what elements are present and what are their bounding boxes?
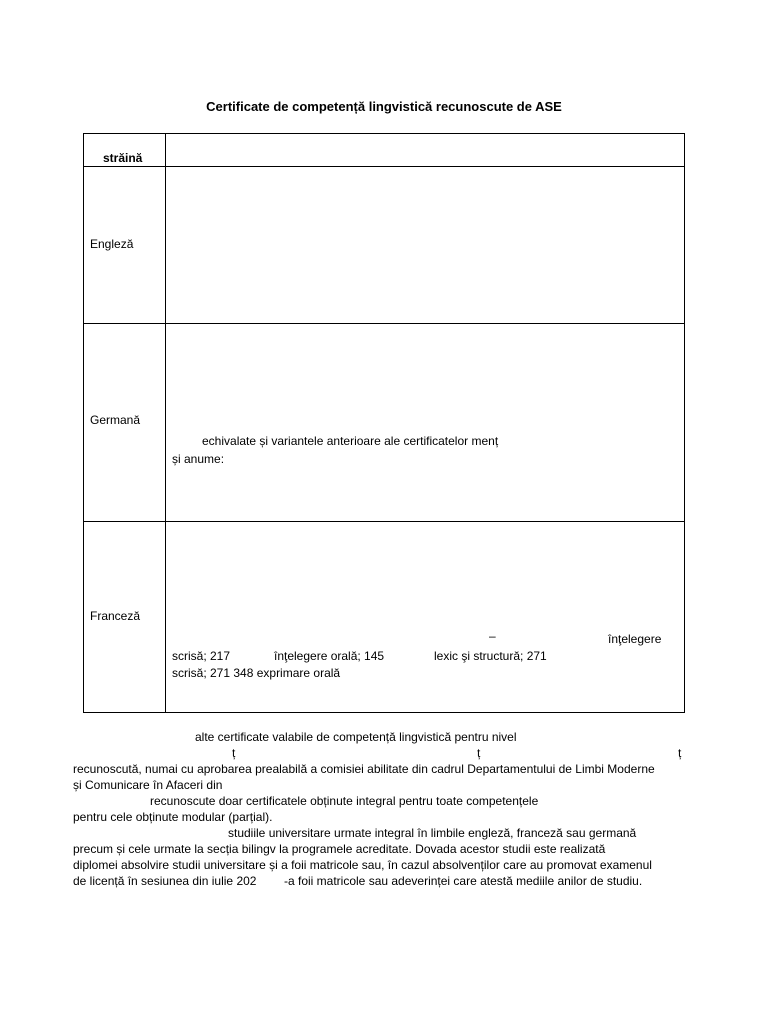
note-char-3: ț: [678, 746, 682, 760]
french-word-1: înţelegere: [608, 632, 662, 646]
certificates-table: [83, 133, 685, 713]
header-language: străină: [103, 151, 143, 165]
row-divider: [84, 166, 684, 167]
language-german: Germană: [90, 413, 141, 427]
language-french: Franceză: [90, 609, 141, 623]
row-divider: [84, 323, 684, 324]
note-line-9: diplomei absolvire studii universitare și a foii matricole sau, în cazul absolvenților care au promovat examenul: [73, 858, 652, 872]
note-line-10a: de licență în sesiunea din iulie 202: [73, 874, 257, 888]
page-title: Certificate de competență lingvistică recunoscute de ASE: [206, 99, 562, 114]
german-line-2: și anume:: [172, 452, 225, 466]
note-line-10b: -a foii matricole sau adeverinței care atestă mediile anilor de studiu.: [284, 874, 643, 888]
row-divider: [84, 521, 684, 522]
french-score-3: lexic şi structură; 271: [434, 649, 547, 663]
french-line-3: scrisă; 271 348 exprimare orală: [172, 666, 341, 680]
note-line-1: alte certificate valabile de competență lingvistică pentru nivel: [195, 730, 517, 744]
french-dash: –: [489, 629, 496, 643]
german-line-1: echivalate și variantele anterioare ale certificatelor menț: [202, 434, 499, 448]
column-divider: [165, 134, 166, 712]
language-english: Engleză: [90, 237, 134, 251]
note-line-3: recunoscută, numai cu aprobarea prealabilă a comisiei abilitate din cadrul Departamentului de Limbi Moderne: [73, 762, 655, 776]
note-line-8: precum și cele urmate la secția bilingv la programele acreditate. Dovada acestor studii este realizată: [73, 842, 606, 856]
note-line-4: și Comunicare în Afaceri din: [73, 778, 223, 792]
note-char-1: ț: [232, 746, 236, 760]
note-line-6: pentru cele obținute modular (parțial).: [73, 810, 273, 824]
note-line-7: studiile universitare urmate integral în limbile engleză, franceză sau germană: [228, 826, 637, 840]
note-line-5: recunoscute doar certificatele obținute integral pentru toate competențele: [150, 794, 539, 808]
french-score-1: scrisă; 217: [172, 649, 231, 663]
french-score-2: înţelegere orală; 145: [274, 649, 385, 663]
note-char-2: ț: [477, 746, 481, 760]
